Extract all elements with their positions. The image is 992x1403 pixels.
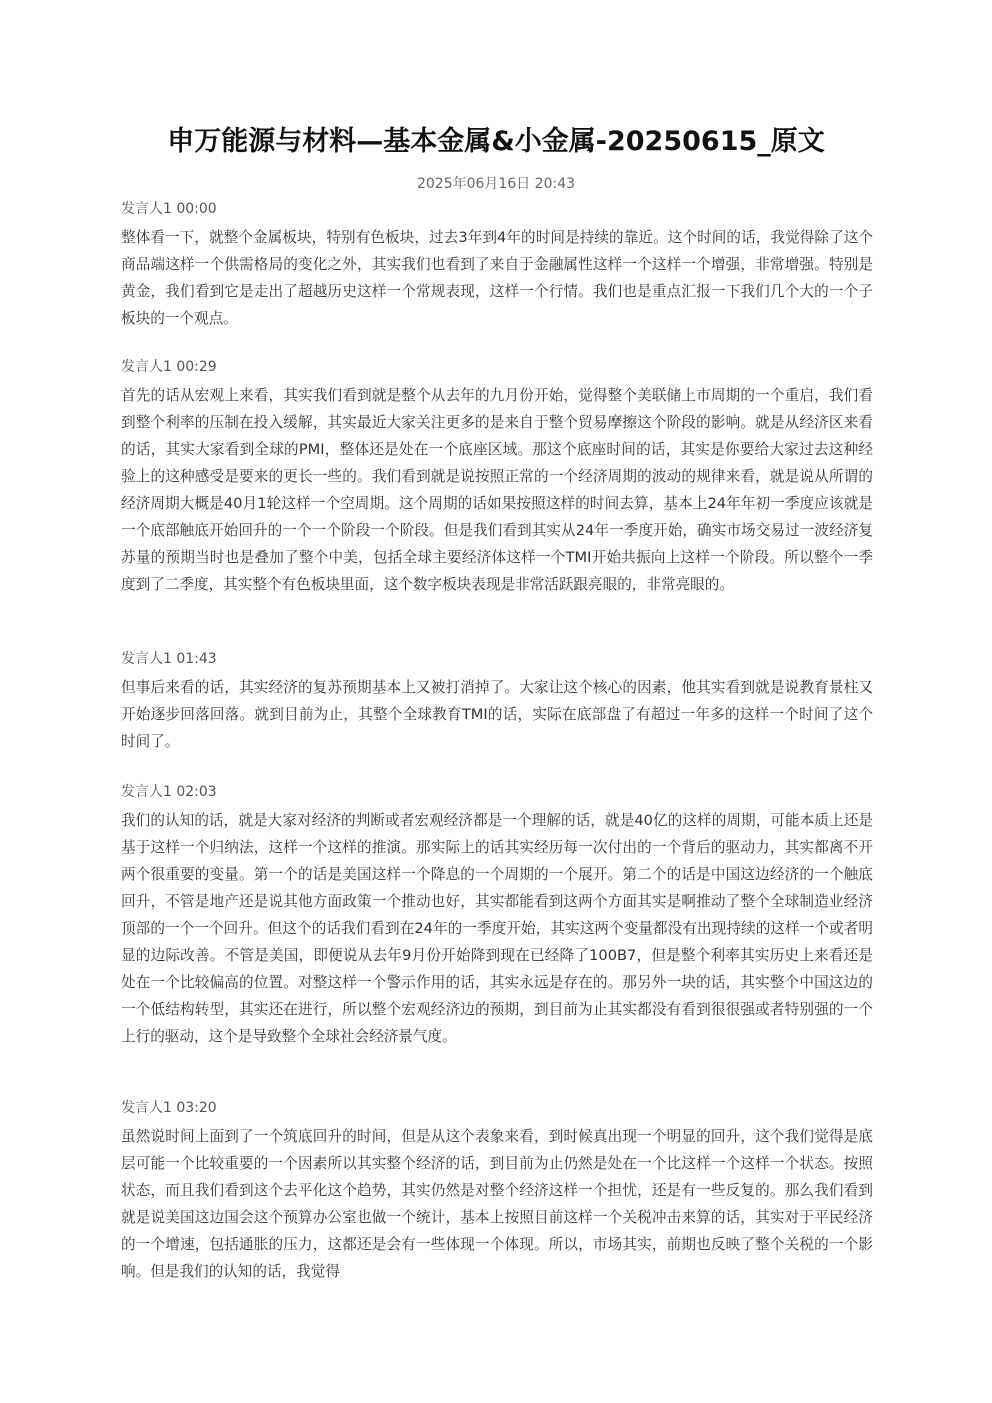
transcript-section [121, 1098, 873, 1285]
transcript-section [121, 357, 873, 598]
speaker-timestamp: 发言人1 00:29 [121, 359, 217, 375]
transcript-paragraph: 但事后来看的话，其实经济的复苏预期基本上又被打消掉了。大家让这个核心的因素，他其实看到就是说教育景柱又开始逐步回落回落。就到目前为止，其整个全球教育TMI的话，实际在底部盘了有超过一年多的这样一个时间了这个时间了。 [121, 679, 873, 750]
document-date: 2025年06月16日 20:43 [416, 176, 576, 192]
transcript-section [121, 782, 873, 1050]
transcript-section [121, 199, 873, 332]
transcript-section [121, 649, 873, 755]
speaker-timestamp: 发言人1 02:03 [121, 784, 217, 800]
document-title: 申万能源与材料—基本金属&小金属-20250615_原文 [167, 126, 825, 157]
speaker-timestamp: 发言人1 03:20 [121, 1100, 217, 1116]
speaker-timestamp: 发言人1 00:00 [121, 201, 217, 217]
speaker-timestamp: 发言人1 01:43 [121, 651, 217, 667]
transcript-paragraph: 整体看一下，就整个金属板块，特别有色板块，过去3年到4年的时间是持续的靠近。这个时间的话，我觉得除了这个商品端这样一个供需格局的变化之外，其实我们也看到了来自于金融属性这样一个这样一个增强，非常增强。特别是黄金，我们看到它是走出了超越历史这样一个常规表现，这样一个行情。我们也是重点汇报一下我们几个大的一个子板块的一个观点。 [121, 229, 873, 327]
transcript-paragraph: 首先的话从宏观上来看，其实我们看到就是整个从去年的九月份开始，觉得整个美联储上市周期的一个重启，我们看到整个利率的压制在投入缓解，其实最近大家关注更多的是来自于整个贸易摩擦这个阶段的影响。就是从经济区来看的话，其实大家看到全球的PMI，整体还是处在一个底座区域。那这个底座时间的话，其实是你要给大家过去这种经验上的这种感受是要来的更长一些的。我们看到就是说按照正常的一个经济周期的波动的规律来看，就是说从所谓的经济周期大概是40月1轮这样一个空周期。这个周期的话如果按照这样的时间去算，基本上24年年初一季度应该就是一个底部触底开始回升的一个一个阶段一个阶段。但是我们看到其实从24年一季度开始，确实市场交易过一波经济复苏量的预期当时也是叠加了整个中美，包括全球主要经济体这样一个TMI开始共振向上这样一个阶段。所以整个一季度到了二季度，其实整个有色板块里面，这个数字板块表现是非常活跃跟亮眼的，非常亮眼的。 [121, 387, 873, 593]
transcript-paragraph: 虽然说时间上面到了一个筑底回升的时间，但是从这个表象来看，到时候真出现一个明显的回升，这个我们觉得是底层可能一个比较重要的一个因素所以其实整个经济的话，到目前为止仍然是处在一个比这样一个这样一个状态。按照状态，而且我们看到这个去平化这个趋势，其实仍然是对整个经济这样一个担忧，还是有一些反复的。那么我们看到就是说美国这边国会这个预算办公室也做一个统计，基本上按照目前这样一个关税冲击来算的话，其实对于平民经济的一个增速，包括通胀的压力，这都还是会有一些体现一个体现。所以，市场其实，前期也反映了整个关税的一个影响。但是我们的认知的话，我觉得 [121, 1128, 873, 1280]
transcript-paragraph: 我们的认知的话，就是大家对经济的判断或者宏观经济都是一个理解的话，就是40亿的这样的周期，可能本质上还是基于这样一个归纳法，这样一个这样的推演。那实际上的话其实经历每一次付出的一个背后的驱动力，其实都离不开两个很重要的变量。第一个的话是美国这样一个降息的一个周期的一个展开。第二个的话是中国这边经济的一个触底回升，不管是地产还是说其他方面政策一个推动也好，其实都能看到这两个方面其实是啊推动了整个全球制造业经济顶部的一个一个回升。但这个的话我们看到在24年的一季度开始，其实这两个变量都没有出现持续的这样一个或者明显的边际改善。不管是美国，即便说从去年9月份开始降到现在已经降了100B7，但是整个利率其实历史上来看还是处在一个比较偏高的位置。对整这样一个警示作用的话，其实永远是存在的。那另外一块的话，其实整个中国这边的一个低结构转型，其实还在进行，所以整个宏观经济边的预期，到目前为止其实都没有看到很很强或者特别强的一个上行的驱动，这个是导致整个全球社会经济景气度。 [121, 812, 873, 1045]
